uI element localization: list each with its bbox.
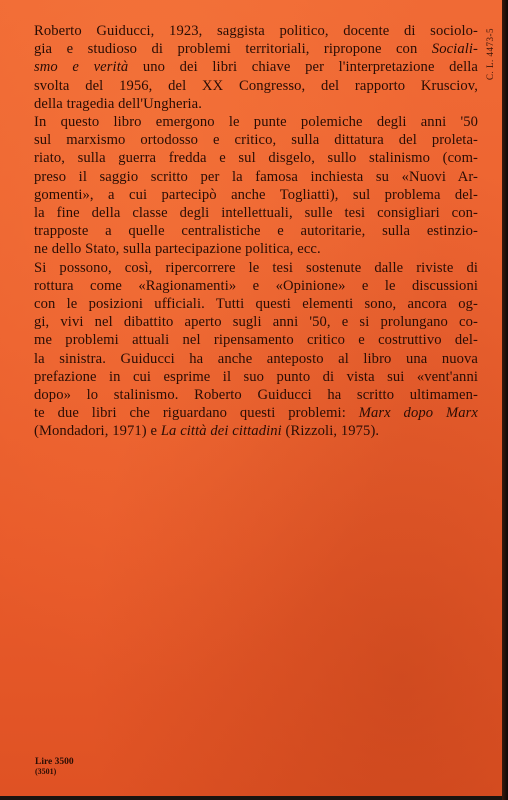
- catalog-code: C. L. 4473-5: [485, 28, 495, 80]
- blurb-line: [34, 168, 478, 186]
- blurb-line: [34, 331, 478, 349]
- blurb-line: [34, 204, 478, 222]
- blurb-line: [34, 240, 478, 258]
- page-edge-shadow: [502, 0, 508, 800]
- blurb-line: [34, 368, 478, 386]
- line-text: In questo libro emergono le punte polemiche degli anni '50: [34, 114, 478, 131]
- blurb-line: [34, 131, 478, 149]
- blurb-line: [34, 58, 478, 76]
- line-text: te due libri che riguardano questi problemi:: [34, 405, 359, 422]
- blurb-line: [34, 186, 478, 204]
- line-text: rottura come «Ragionamenti» e «Opinione» e le discussioni: [34, 277, 478, 294]
- blurb-line: [34, 277, 478, 295]
- blurb-line: [34, 422, 478, 440]
- line-text: ne dello Stato, sulla partecipazione politica, ecc.: [34, 241, 321, 258]
- blurb-line: [34, 113, 478, 131]
- blurb-line: [34, 40, 478, 58]
- italic-title-text: La città dei cittadini: [160, 423, 282, 440]
- line-text: trapposte a quelle centralistiche e autoritarie, sulla estinzio-: [34, 223, 478, 240]
- line-text: uno dei libri chiave per l'interpretazione della: [128, 59, 478, 76]
- line-text: dopo» lo stalinismo. Roberto Guiducci ha scritto ultimamen-: [34, 387, 478, 404]
- blurb-line: [34, 222, 478, 240]
- blurb-paragraph: [34, 113, 478, 259]
- line-text: della tragedia dell'Ungheria.: [34, 95, 203, 112]
- blurb-line: [34, 22, 478, 40]
- blurb-line: [34, 77, 478, 95]
- italic-title-text: Sociali-: [431, 41, 478, 58]
- line-text: svolta del 1956, del XX Congresso, del rapporto Krusciov,: [34, 77, 478, 94]
- price-block: [35, 757, 74, 777]
- blurb-line: [34, 313, 478, 331]
- blurb-line: [34, 259, 478, 277]
- line-text: (Rizzoli, 1975).: [281, 423, 380, 440]
- line-text: preso il saggio scritto per la famosa inchiesta su «Nuovi Ar-: [34, 168, 478, 185]
- blurb-line: [34, 386, 478, 404]
- blurb-line: [34, 350, 478, 368]
- line-text: con le posizioni ufficiali. Tutti questi elementi sono, ancora og-: [34, 296, 478, 313]
- line-text: la fine della classe degli intellettuali, sulle tesi consigliari con-: [34, 205, 478, 222]
- line-text: gi, vivi nel dibattito aperto sugli anni '50, e si prolungano co-: [34, 314, 478, 331]
- blurb-line: [34, 295, 478, 313]
- italic-title-text: Marx dopo Marx: [358, 405, 478, 422]
- blurb-paragraph: [34, 22, 478, 113]
- line-text: prefazione in cui esprime il suo punto di vista sui «vent'anni: [34, 368, 478, 385]
- line-text: sul marxismo ortodosso e critico, sulla dittatura del proleta-: [34, 132, 478, 149]
- line-text: Si possono, così, ripercorrere le tesi sostenute dalle riviste di: [34, 259, 478, 276]
- blurb-paragraph: [34, 259, 478, 441]
- price-code: (3501): [35, 767, 57, 776]
- blurb-line: [34, 149, 478, 167]
- blurb-line: [34, 404, 478, 422]
- line-text: Roberto Guiducci, 1923, saggista politico, docente di sociolo-: [34, 23, 478, 39]
- line-text: la sinistra. Guiducci ha anche anteposto al libro una nuova: [34, 350, 478, 367]
- blurb-line: [34, 95, 478, 113]
- line-text: gia e studioso di problemi territoriali, ripropone con: [34, 41, 432, 58]
- line-text: riato, sulla guerra fredda e sul disgelo, sullo stalinismo (com-: [34, 150, 478, 167]
- line-text: gomenti», a cui partecipò anche Togliatti), sul problema del-: [34, 186, 478, 203]
- price-label: Lire 3500: [35, 757, 74, 767]
- blurb-text: [34, 22, 478, 441]
- italic-title-text: smo e verità: [34, 59, 129, 76]
- line-text: (Mondadori, 1971) e: [34, 423, 161, 440]
- line-text: me problemi attuali nel ripensamento critico e costruttivo del-: [34, 332, 478, 349]
